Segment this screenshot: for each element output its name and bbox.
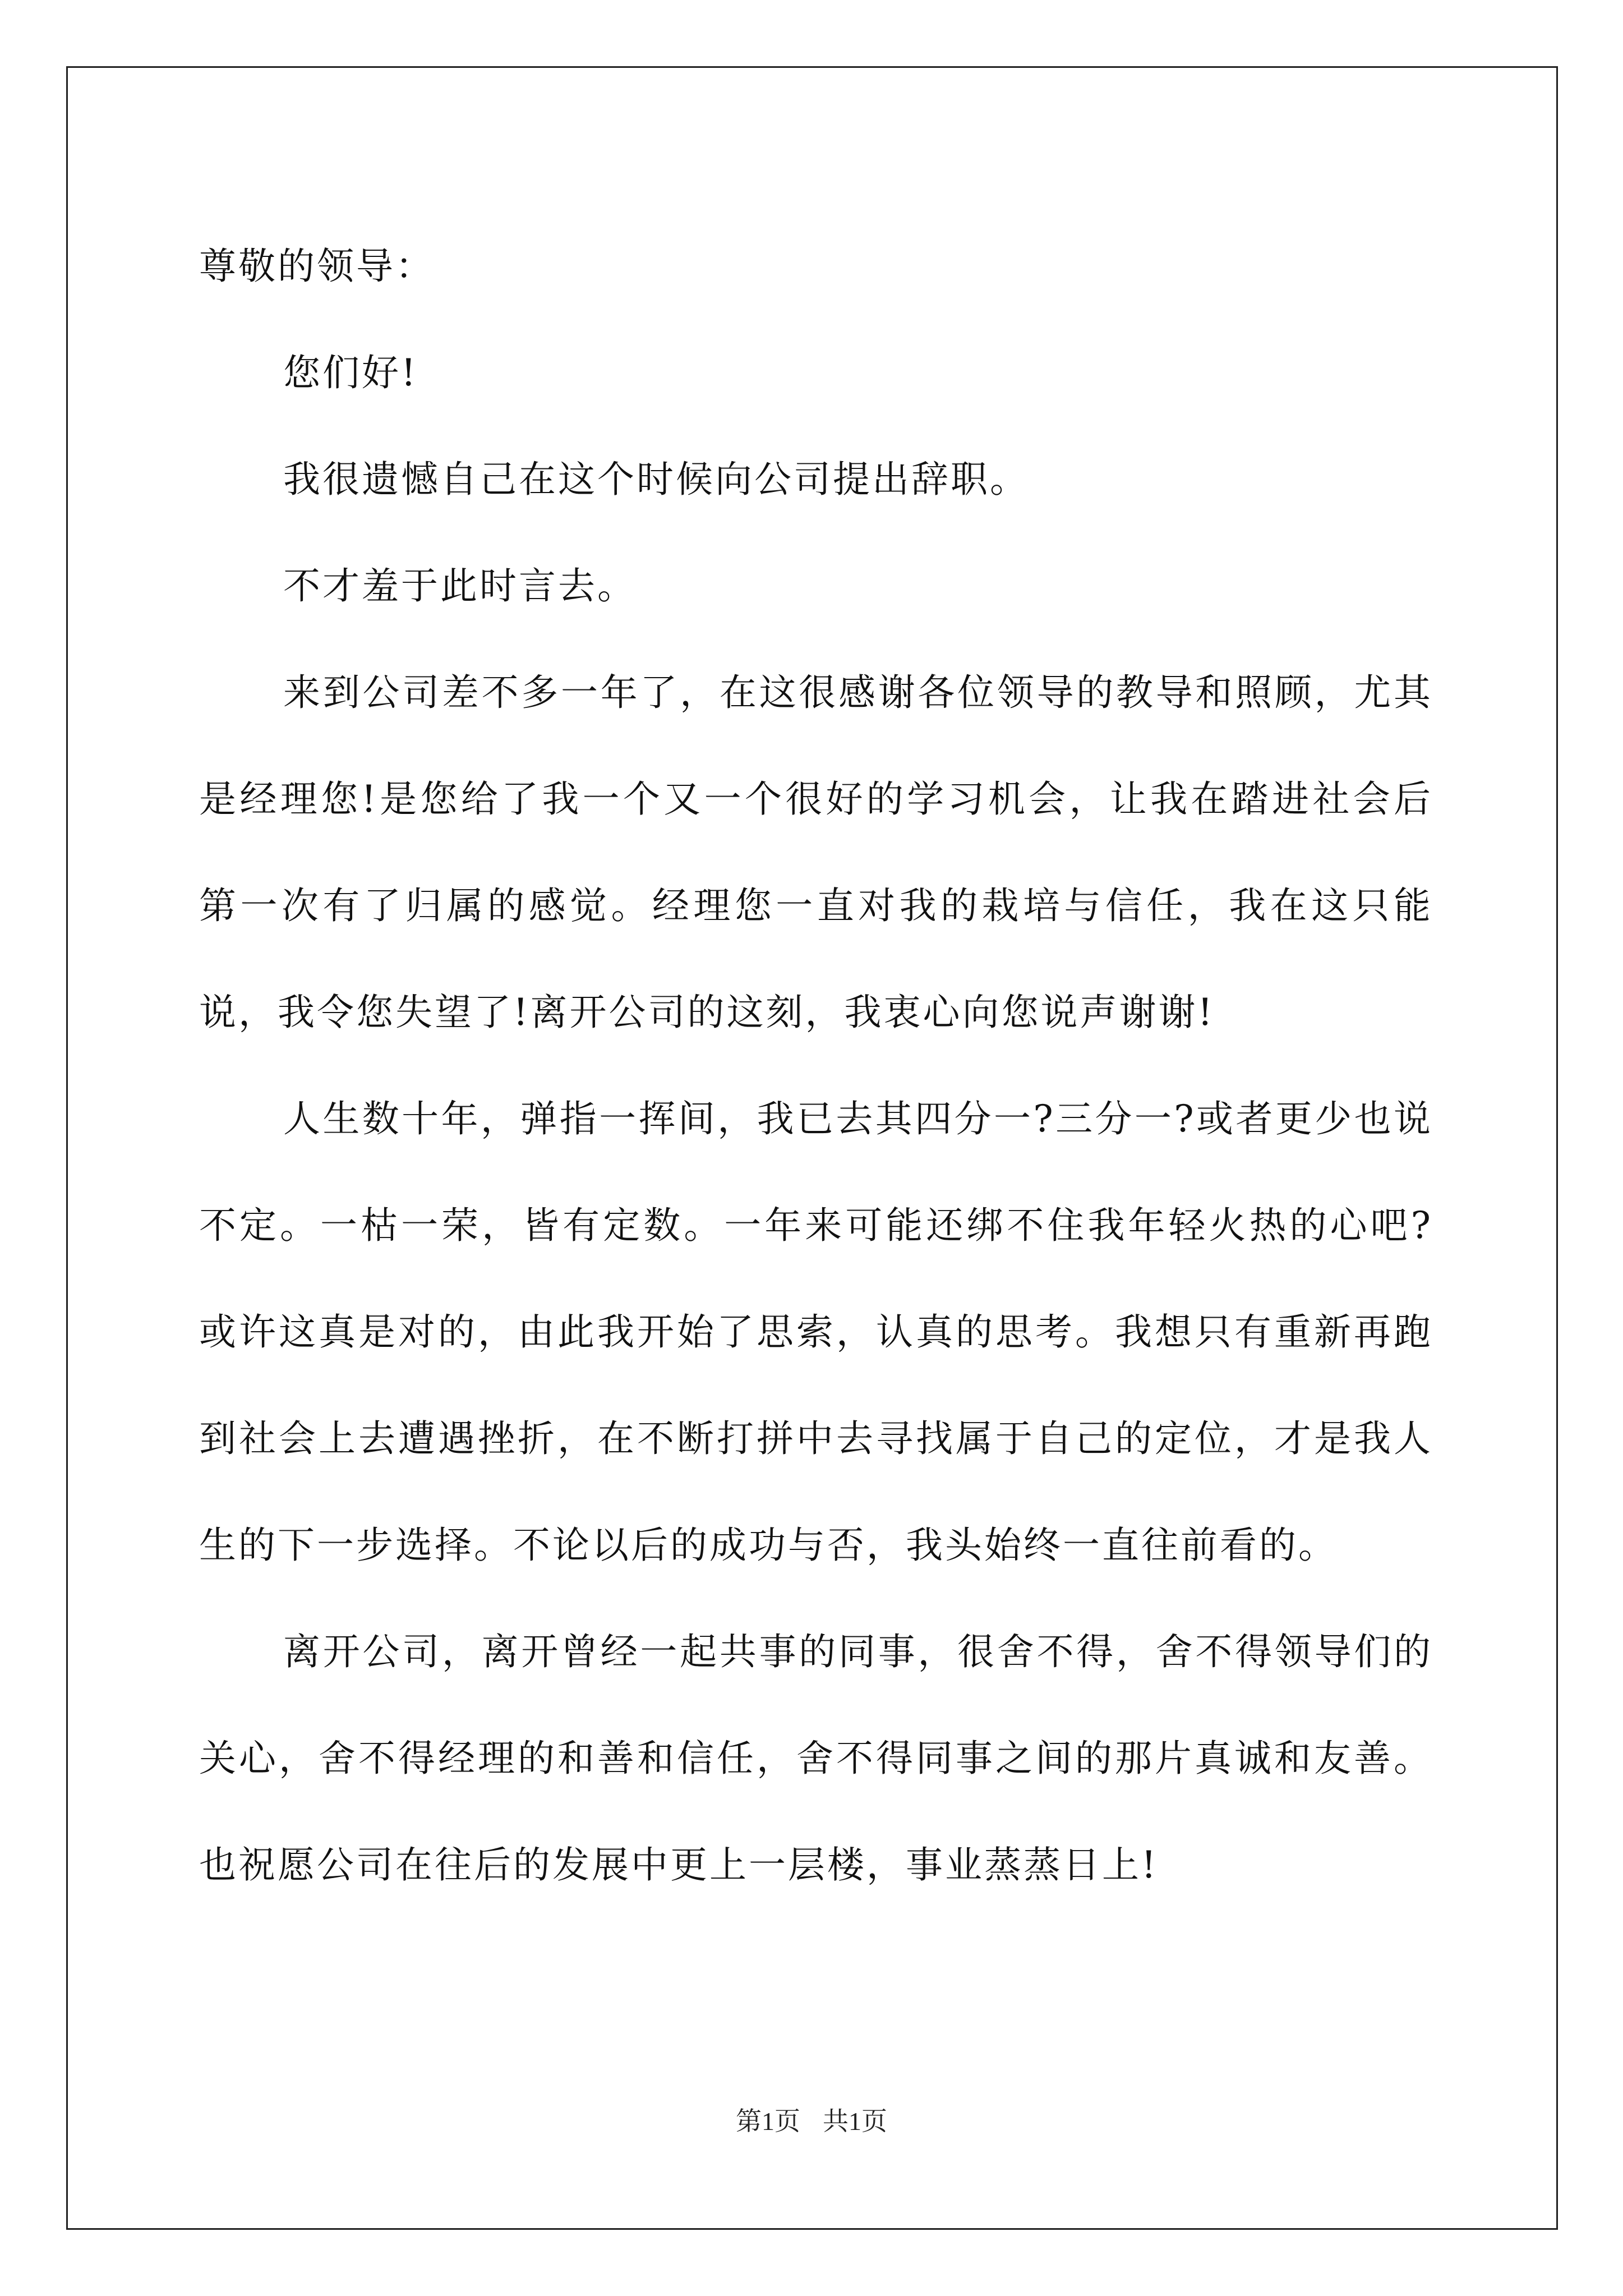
salutation: 尊敬的领导： xyxy=(199,245,435,288)
paragraph-greeting: 您们好! xyxy=(283,351,418,394)
page-number: 第1页 xyxy=(736,2107,800,2136)
page-footer xyxy=(0,2105,1623,2138)
page-total: 共1页 xyxy=(823,2107,887,2136)
paragraph-apology: 不才羞于此时言去。 xyxy=(283,564,637,608)
paragraph-farewell: 离开公司，离开曾经一起共事的同事，很舍不得，舍不得领导们的关心，舍不得经理的和善和信任，舍不得同事之间的那片真诚和友善。也祝愿公司在往后的发展中更上一层楼，事业蒸蒸日上! xyxy=(199,1630,1433,1887)
letter-body xyxy=(199,213,1433,1918)
paragraph-thanks: 来到公司差不多一年了，在这很感谢各位领导的教导和照顾，尤其是经理您!是您给了我一个又一个很好的学习机会，让我在踏进社会后第一次有了归属的感觉。经理您一直对我的栽培与信任，我在这只能说，我令您失望了!离开公司的这刻，我衷心向您说声谢谢! xyxy=(199,671,1433,1034)
paragraph-reflection: 人生数十年，弹指一挥间，我已去其四分一?三分一?或者更少也说不定。一枯一荣，皆有定数。一年来可能还绑不住我年轻火热的心吧?或许这真是对的，由此我开始了思索，认真的思考。我想只有重新再跑到社会上去遭遇挫折，在不断打拼中去寻找属于自己的定位，才是我人生的下一步选择。不论以后的成功与否，我头始终一直往前看的。 xyxy=(199,1097,1433,1567)
paragraph-resignation: 我很遗憾自己在这个时候向公司提出辞职。 xyxy=(283,458,1029,501)
